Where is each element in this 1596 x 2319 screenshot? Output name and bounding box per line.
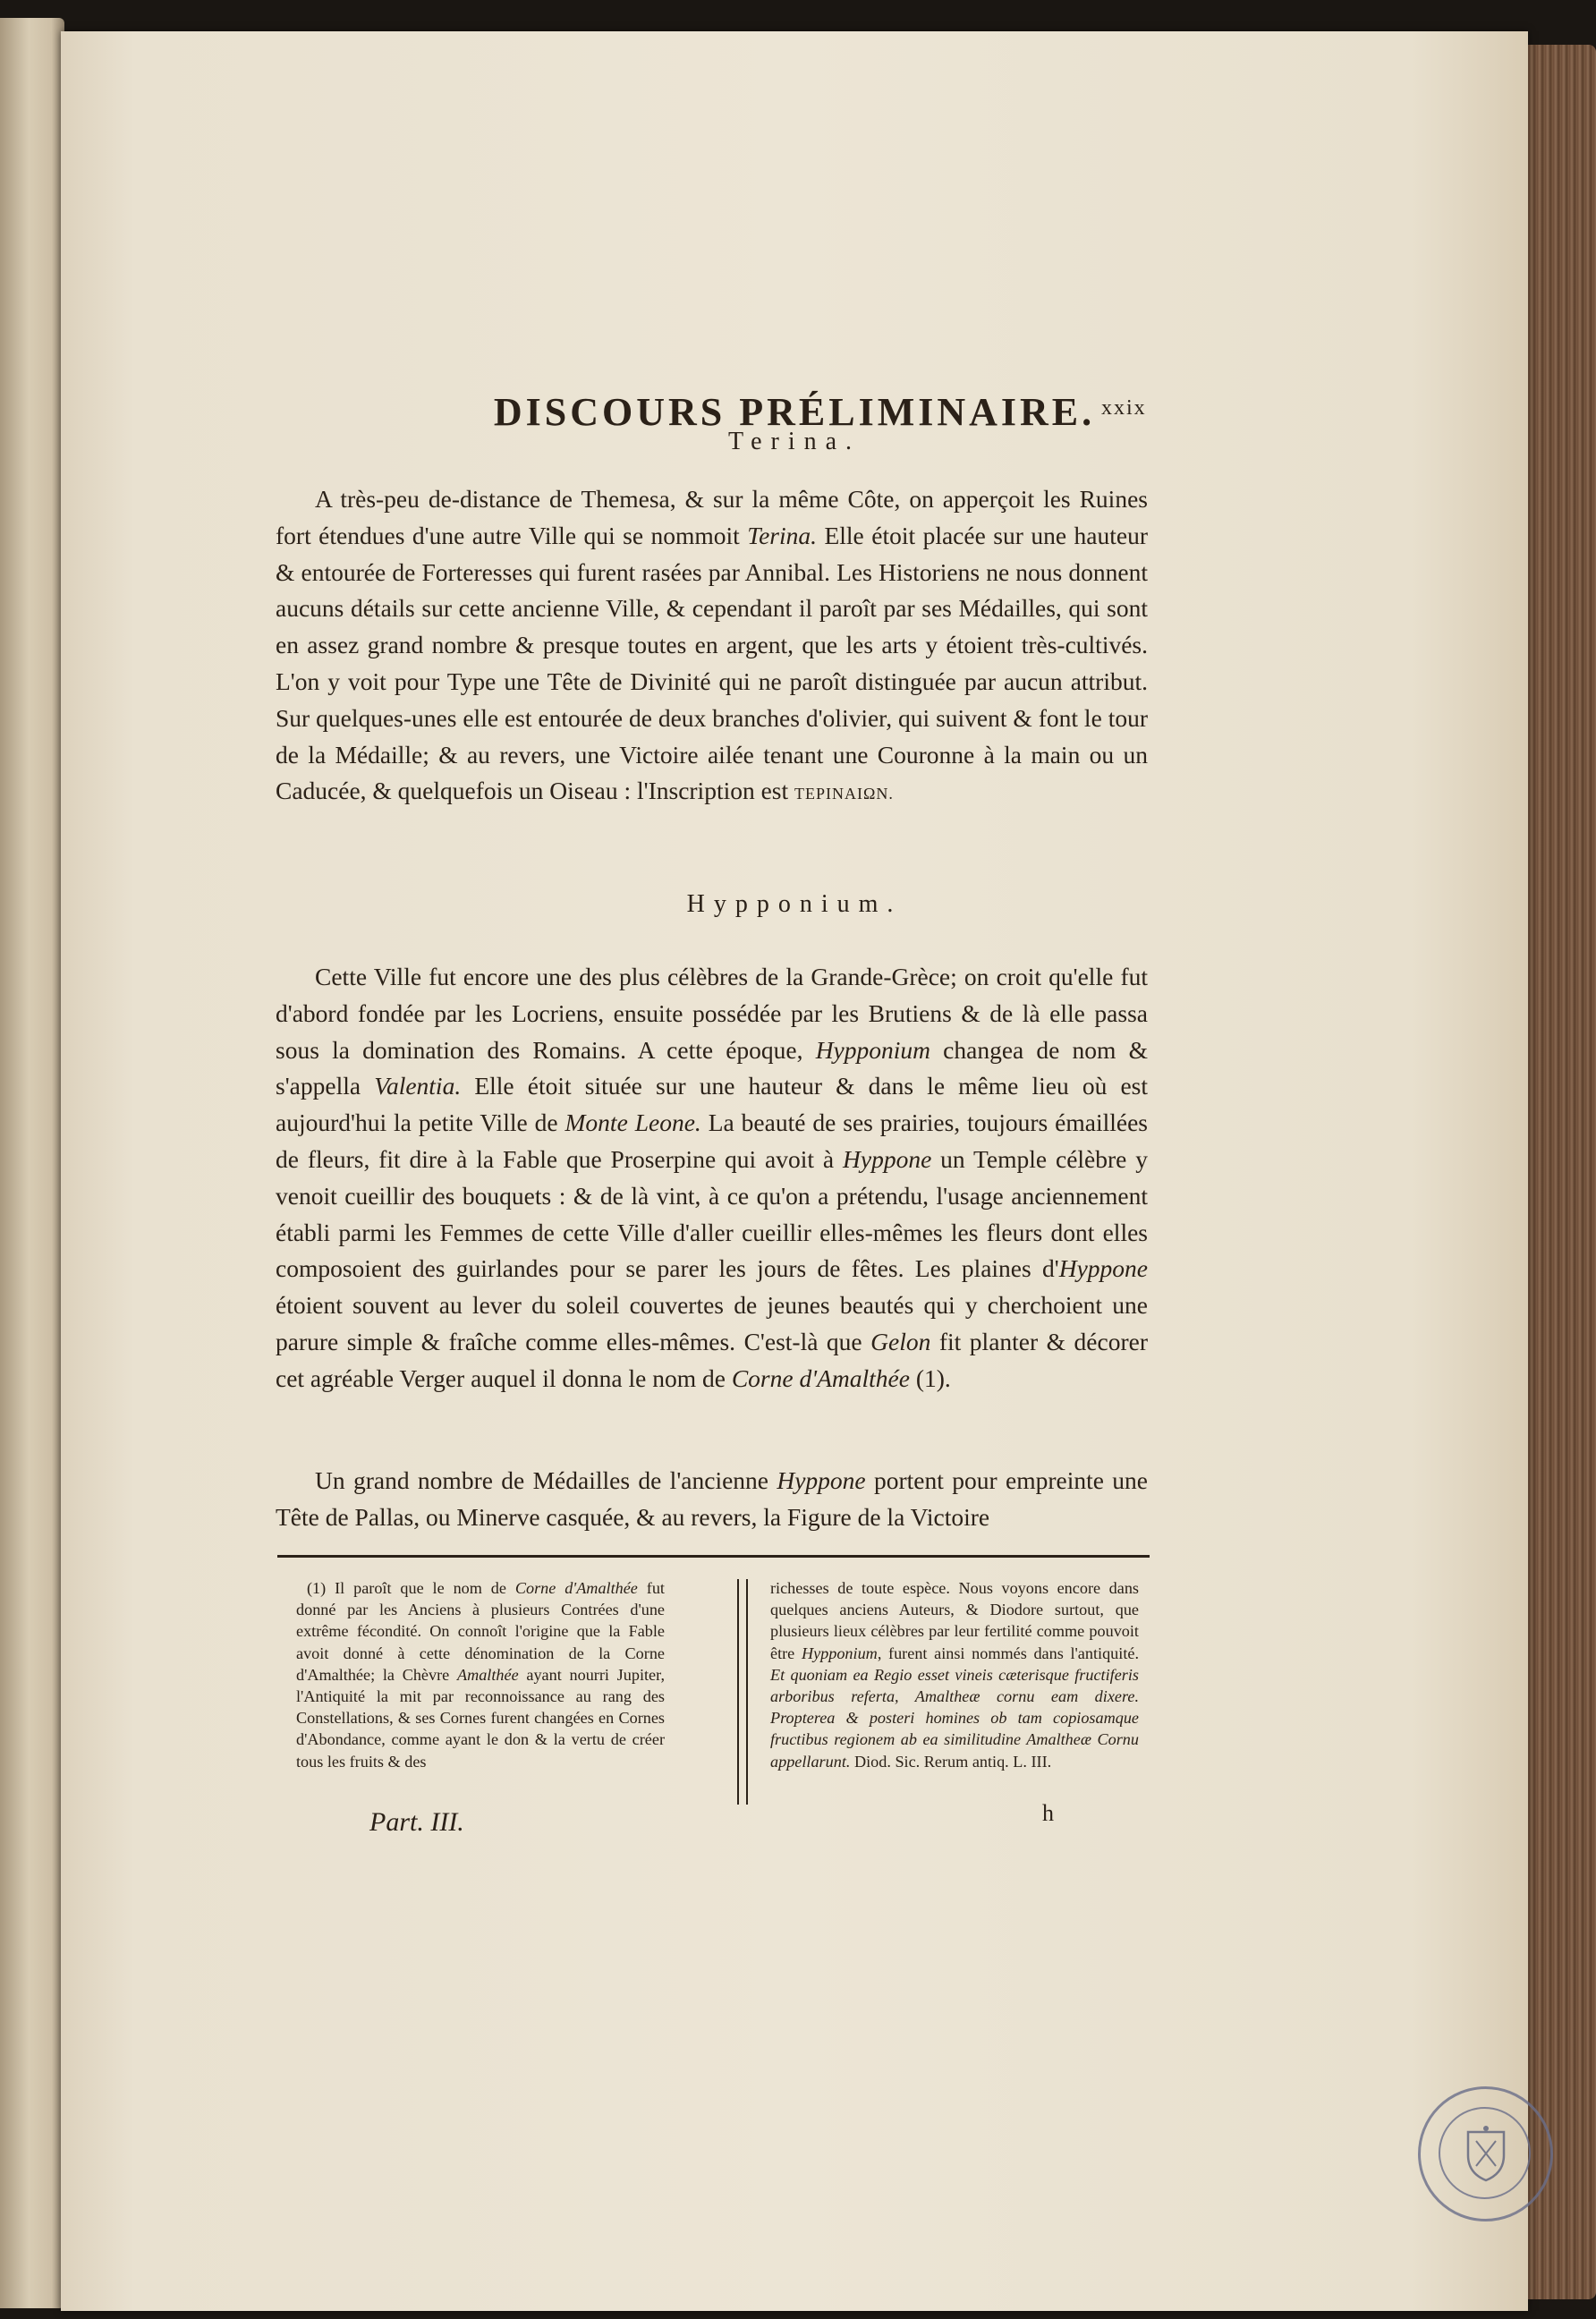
text-run: Diod. Sic. Rerum antiq. L. III.: [850, 1752, 1052, 1771]
italic-run: Gelon: [870, 1327, 931, 1355]
text-run: portent pour empreinte une Tête de Pallas, ou Minerve casquée, & au revers, la Figure de la Victoire: [276, 1466, 1148, 1531]
text-run: La beauté de ses prairies, toujours émaillées de fleurs, fit dire à la Fable que Proserpine qui avoit à: [276, 1109, 1148, 1173]
page-stack-edge: [1521, 45, 1596, 2299]
paragraph-hypponium-2: [276, 1463, 1148, 1536]
text-run: richesses de toute espèce. Nous voyons encore dans quelques anciens Auteurs, & Diodore surtout, que plusieurs lieux célèbres par leur fertilité comme pouvoit être: [770, 1579, 1139, 1662]
coat-of-arms-icon: [1464, 2125, 1508, 2182]
library-stamp: [1418, 2086, 1553, 2221]
text-run: Cette Ville fut encore une des plus célèbres de la Grande-Grèce; on croit qu'elle fut d'abord fondée par les Locriens, ensuite possédée par les Brutiens & de là elle passa sous la domination des Romains. A cette époque,: [276, 963, 1148, 1064]
book-page: [61, 31, 1528, 2311]
footnote-column-right: [770, 1577, 1139, 1772]
text-run: changea de nom & s'appella: [276, 1035, 1148, 1100]
text-run: (1) Il paroît que le nom de: [307, 1579, 515, 1597]
italic-run: Valentia.: [374, 1072, 462, 1100]
text-run: fit planter & décorer cet agréable Verger auquel il donna le nom de: [276, 1327, 1148, 1392]
running-head: DISCOURS PRÉLIMINAIRE.: [493, 390, 1096, 434]
italic-run: Hypponium: [801, 1644, 878, 1662]
italic-run: Monte Leone.: [565, 1109, 701, 1137]
italic-run: Hyppone: [777, 1466, 866, 1494]
italic-run: Hypponium: [815, 1035, 931, 1064]
italic-run: Hyppone: [1058, 1254, 1148, 1283]
footnote-column-divider: [737, 1579, 748, 1805]
section-title-terina: Terina.: [727, 428, 862, 455]
paragraph-terina: [276, 481, 1148, 812]
text-run: ΤΕΡΙΝΑΙΩΝ.: [794, 785, 894, 803]
text-run: ayant nourri Jupiter, l'Antiquité la mit par reconnoissance au rang des Constellations, & ses Cornes furent changées en Cornes d'Abondance, comme ayant le don & la vertu de créer tous les fruits & des: [296, 1665, 665, 1771]
left-page-edge: [0, 18, 64, 2308]
italic-run: Et quoniam ea Regio esset vineis cæterisque fructiferis arboribus referta, Amaltheæ cornu eam dixere. Propterea & posteri homines ob tam copiosamque fructibus regionem ab ea similitudine Amaltheæ Cornu appellarunt.: [770, 1665, 1139, 1771]
footnote-rule: [277, 1555, 1150, 1558]
paragraph-hypponium-1: [276, 959, 1148, 1397]
text-run: (1).: [909, 1363, 951, 1392]
italic-run: Corne d'Amalthée: [514, 1579, 638, 1597]
text-run: Elle étoit placée sur une hauteur & entourée de Forteresses qui furent rasées par Annibal. Les Historiens ne nous donnent aucuns détails sur cette ancienne Ville, & cependant il paroît par ses Médailles, qui sont en assez grand nombre & presque toutes en argent, que les arts y étoient très-cultivés. L'on y voit pour Type une Tête de Divinité qui ne paroît distinguée par aucun attribut. Sur quelques-unes elle est entourée de deux branches d'olivier, qui suivent & font le tour de la Médaille; & au revers, une Victoire ailée tenant une Couronne à la main ou un Caducée, & quelquefois un Oiseau : l'Inscription est: [276, 521, 1149, 805]
signature-mark: Part. III.: [369, 1807, 464, 1837]
text-run: un Temple célèbre y venoit cueillir des bouquets : & de là vint, à ce qu'on a prétendu, l'usage anciennement établi parmi les Femmes de cette Ville d'aller cueillir elles-mêmes les fleurs dont elles composoient des guirlandes pour se parer les jours de fêtes. Les plaines d': [276, 1144, 1148, 1283]
italic-run: Hyppone: [843, 1144, 932, 1173]
text-run: étoient souvent au lever du soleil couvertes de jeunes beautés qui y cherchoient une parure simple & fraîche comme elles-mêmes. C'est-là que: [276, 1291, 1148, 1355]
text-run: , furent ainsi nommés dans l'antiquité.: [877, 1644, 1139, 1662]
italic-run: Amalthée: [456, 1665, 519, 1684]
text-run: Elle étoit située sur une hauteur & dans le même lieu où est aujourd'hui la petite Ville de: [276, 1072, 1149, 1137]
gathering-mark: h: [1042, 1800, 1054, 1826]
section-title-hypponium: Hypponium.: [686, 890, 903, 918]
italic-run: Terina.: [747, 521, 817, 549]
text-run: A très-peu de-distance de Themesa, & sur la même Côte, on apperçoit les Ruines fort étendues d'une autre Ville qui se nommoit: [276, 485, 1148, 549]
text-run: Un grand nombre de Médailles de l'ancienne: [315, 1466, 777, 1494]
italic-run: Corne d'Amalthée: [731, 1363, 910, 1392]
folio-number: xxix: [1101, 396, 1147, 420]
text-run: fut donné par les Anciens à plusieurs Contrées d'une extrême fécondité. On connoît l'origine que la Fable avoit donné à cette dénomination de la Corne d'Amalthée; la Chèvre: [296, 1579, 665, 1684]
footnote-column-left: [296, 1577, 665, 1772]
